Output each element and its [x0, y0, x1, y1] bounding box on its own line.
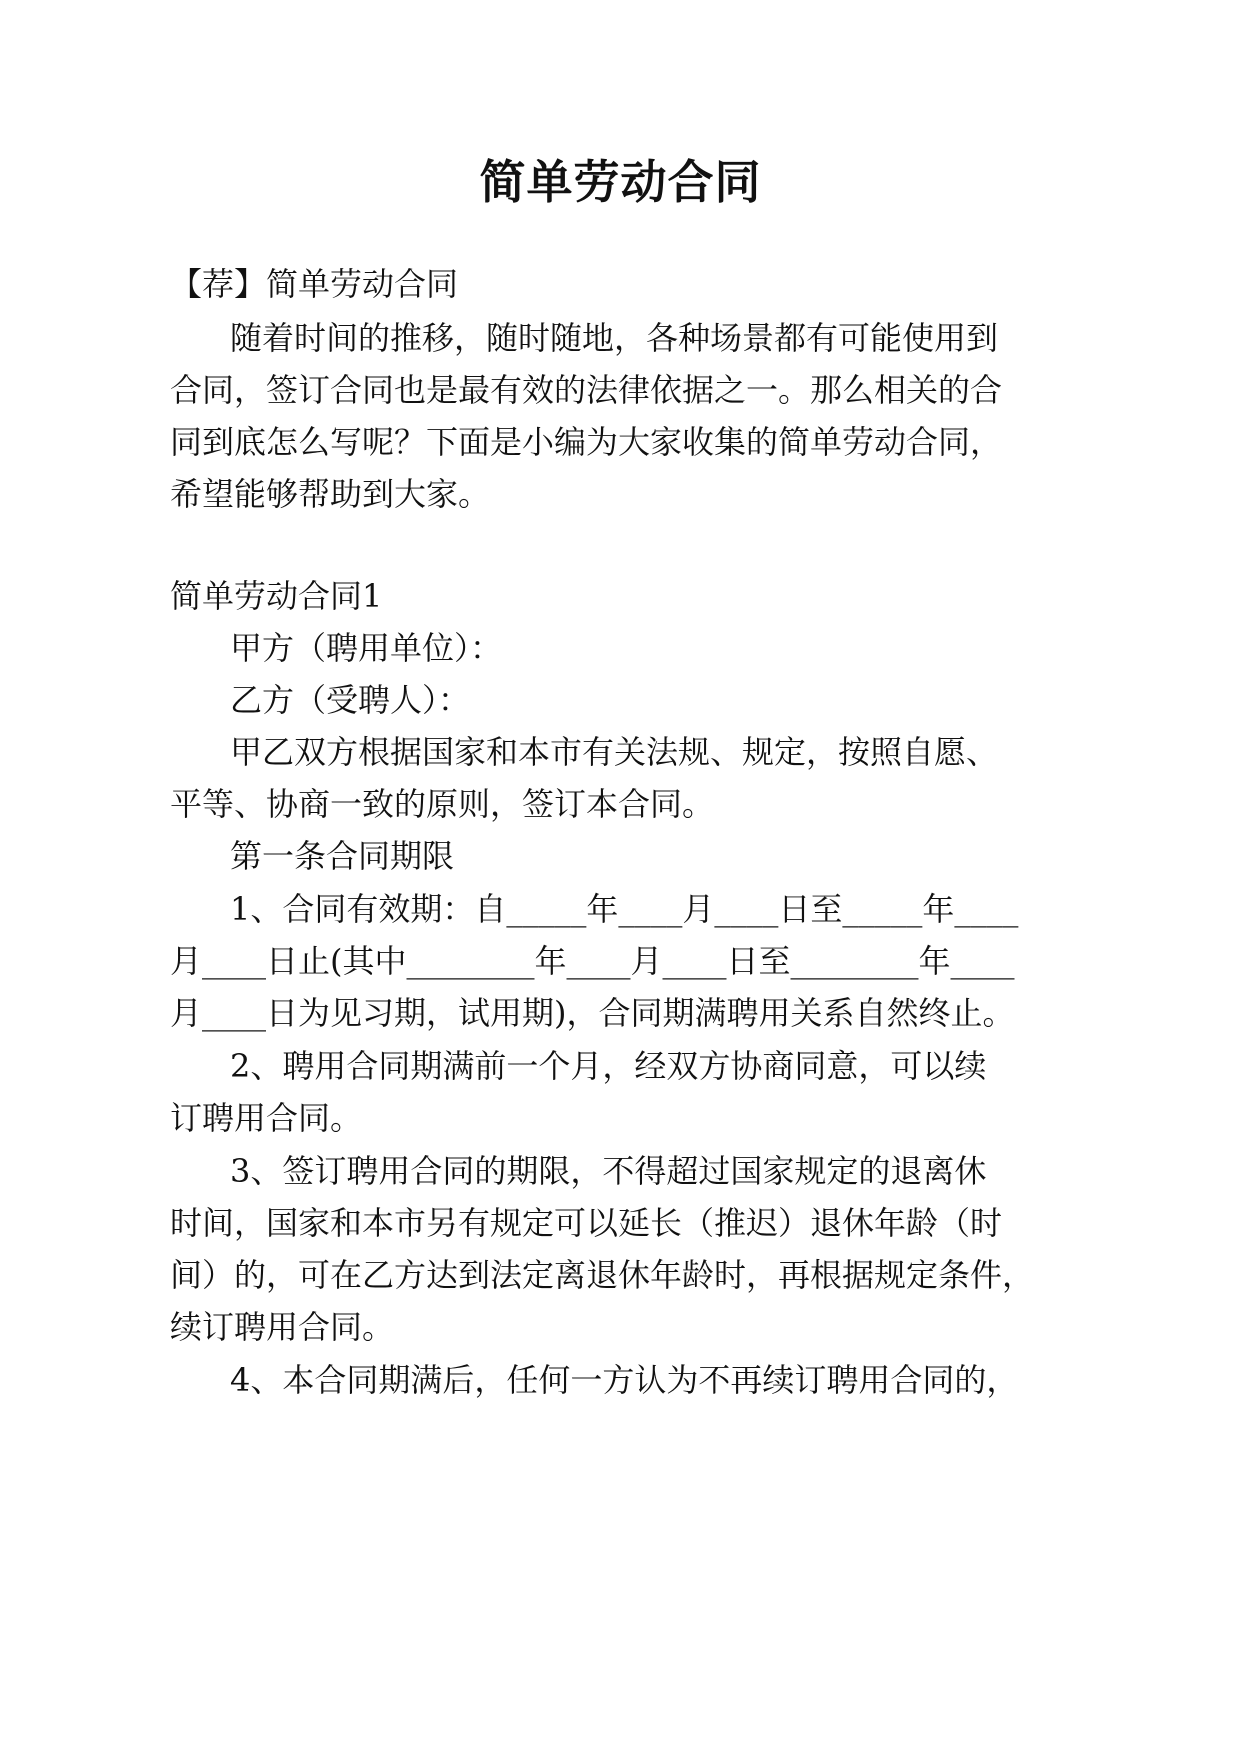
section-heading: 简单劳动合同1 [170, 577, 383, 615]
clause-1-line: 1、合同有效期：自_____年____月____日至_____年____ [230, 890, 1019, 928]
document-title: 简单劳动合同 [479, 155, 762, 209]
clause-1-line: 月____日止(其中________年____月____日至________年____ [170, 942, 1015, 980]
clause-2-line: 订聘用合同。 [170, 1099, 363, 1137]
clause-3-line: 续订聘用合同。 [170, 1308, 395, 1346]
preamble-line: 平等、协商一致的原则，签订本合同。 [170, 785, 715, 823]
intro-line: 同到底怎么写呢？下面是小编为大家收集的简单劳动合同， [170, 423, 1003, 461]
intro-line: 希望能够帮助到大家。 [170, 475, 491, 513]
clause-2-line: 2、聘用合同期满前一个月，经双方协商同意，可以续 [230, 1047, 987, 1085]
intro-line: 合同，签订合同也是最有效的法律依据之一。那么相关的合 [170, 371, 1003, 409]
clause-3-line: 3、签订聘用合同的期限，不得超过国家规定的退离休 [230, 1152, 987, 1190]
clause-1-line: 月____日为见习期，试用期)，合同期满聘用关系自然终止。 [170, 994, 1015, 1032]
preamble-line: 甲乙双方根据国家和本市有关法规、规定，按照自愿、 [230, 733, 999, 771]
clause-3-line: 时间，国家和本市另有规定可以延长（推迟）退休年龄（时 [170, 1204, 1003, 1242]
clause-3-line: 间）的，可在乙方达到法定离退休年龄时，再根据规定条件， [170, 1256, 1035, 1294]
document-subtitle: 【荐】简单劳动合同 [170, 265, 459, 303]
clause-4-line: 4、本合同期满后，任何一方认为不再续订聘用合同的， [230, 1361, 1019, 1399]
intro-line: 随着时间的推移，随时随地，各种场景都有可能使用到 [230, 319, 999, 357]
party-b-line: 乙方（受聘人）： [230, 681, 471, 719]
party-a-line: 甲方（聘用单位）： [230, 629, 503, 667]
article-heading: 第一条合同期限 [230, 837, 455, 875]
